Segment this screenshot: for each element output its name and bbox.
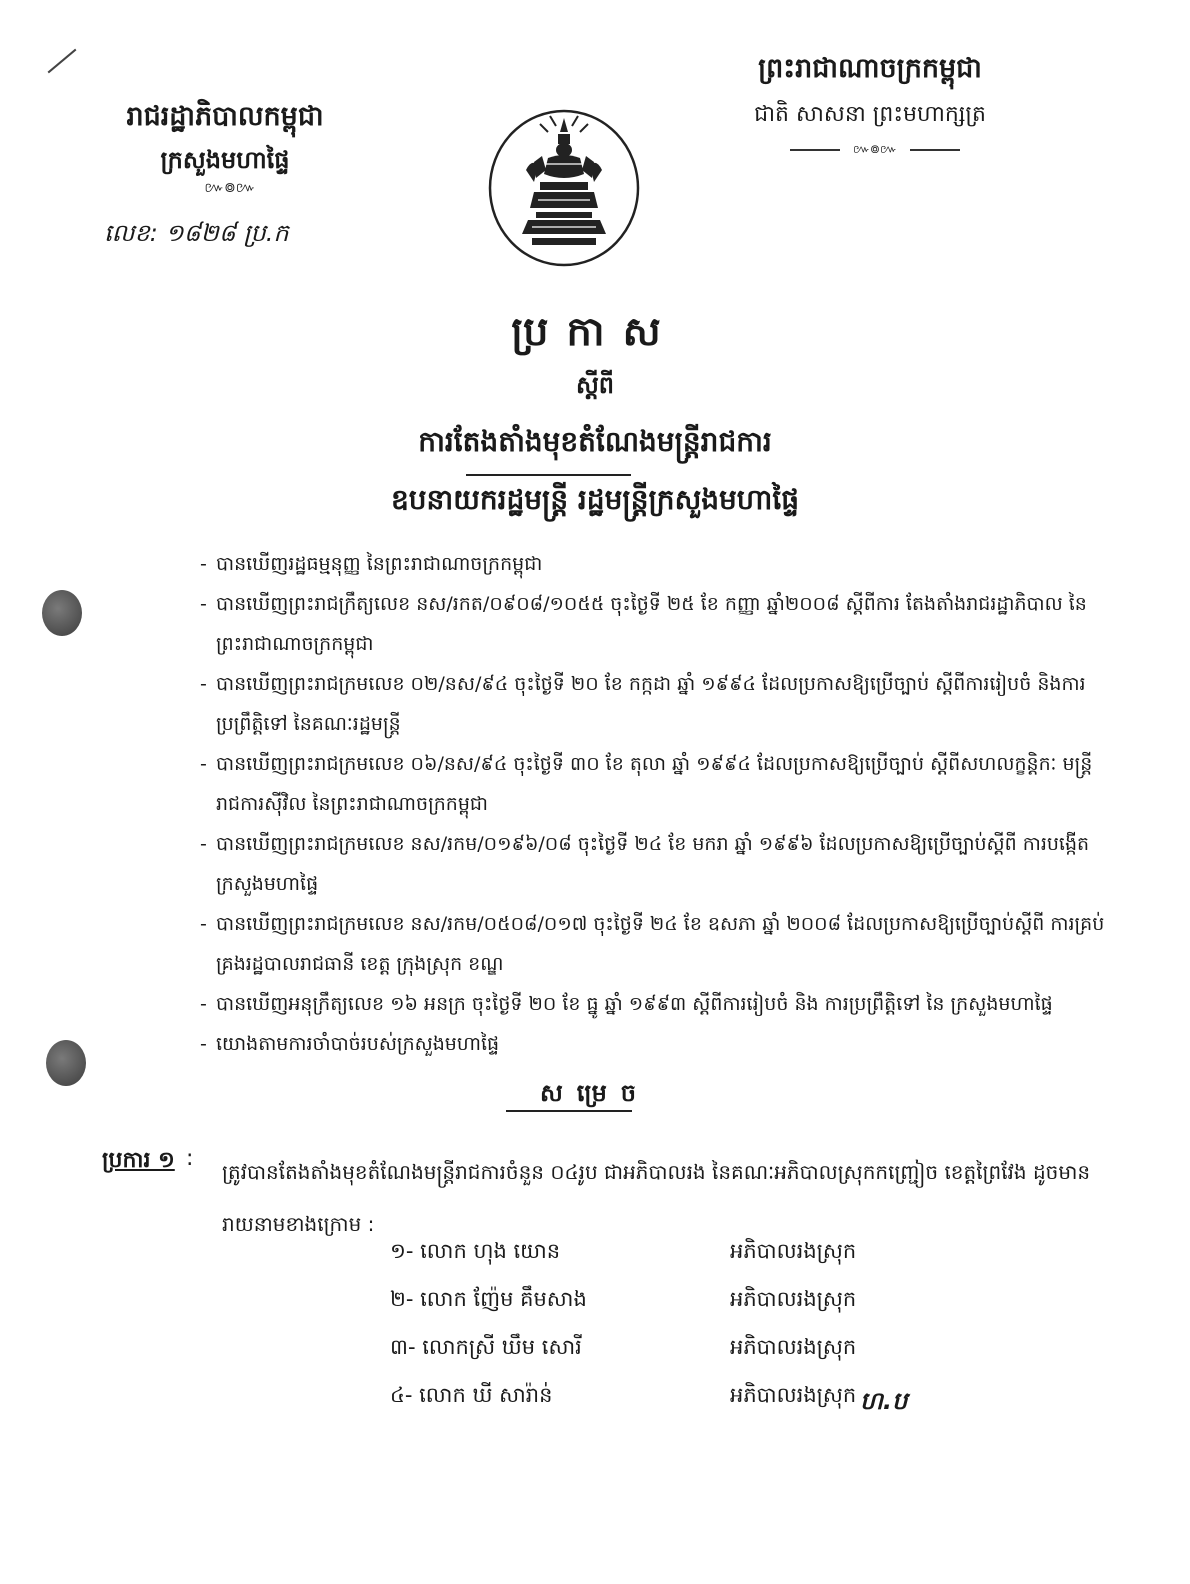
appointee-row bbox=[390, 1238, 950, 1286]
appointee-row bbox=[390, 1286, 950, 1334]
preamble-item: - បានឃើញព្រះរាជក្រមលេខ នស/រកម/០១៩៦/០៨ ចុះថ្ងៃទី ២៤ ខែ មករា ឆ្នាំ ១៩៩៦ ដែលប្រកាសឱ្យប្រើច្បាប់ស្តីពី ការបង្កើតក្រសួងមហាផ្ទៃ bbox=[200, 824, 1110, 904]
appointee-name: ៣- លោកស្រី ឃឹម សោរី bbox=[390, 1335, 582, 1359]
subject-rule bbox=[466, 474, 631, 476]
appointee-position: អភិបាលរងស្រុក bbox=[730, 1383, 857, 1407]
article-label: ប្រការ ១ bbox=[102, 1148, 175, 1173]
appointee-name: ២- លោក ញ៉ែម គឹមសាង bbox=[390, 1287, 587, 1311]
appointee-row bbox=[390, 1334, 950, 1382]
document-subject-line1: ការតែងតាំងមុខតំណែងមន្ត្រីរាជការ bbox=[418, 425, 772, 458]
preamble-list bbox=[200, 544, 1110, 1064]
preamble-item: - បានឃើញព្រះរាជក្រមលេខ នស/រកម/០៥០៨/០១៧ ចុះថ្ងៃទី ២៤ ខែ ឧសភា ឆ្នាំ ២០០៨ ដែលប្រកាសឱ្យប្រើច្បាប់ស្តីពី ការគ្រប់គ្រងរដ្ឋបាលរាជធានី ខេត្ត ក្រុងស្រុក ខណ្ឌ bbox=[200, 904, 1110, 984]
document-title: ប្រកាស bbox=[511, 309, 679, 355]
article-text: ត្រូវបានតែងតាំងមុខតំណែងមន្ត្រីរាជការចំនួន ០៤រូប ជាអភិបាលរង នៃគណៈអភិបាលស្រុកកញ្ជ្រៀច ខេត្តព្រៃវែង ដូចមានរាយនាមខាងក្រោម : bbox=[222, 1160, 1091, 1236]
preamble-item: - យោងតាមការចាំបាច់របស់ក្រសួងមហាផ្ទៃ bbox=[200, 1024, 1110, 1064]
royal-emblem-icon bbox=[486, 108, 642, 268]
punch-hole-top bbox=[42, 590, 82, 636]
kingdom-name: ព្រះរាជាណាចក្រកម្ពុជា bbox=[758, 53, 982, 84]
preamble-item: - បានឃើញអនុក្រឹត្យលេខ ១៦ អនក្រ ចុះថ្ងៃទី ២០ ខែ ធ្នូ ឆ្នាំ ១៩៩៣ ស្តីពីការរៀបចំ និង ការប្រព្រឹត្តិទៅ នៃ ក្រសួងមហាផ្ទៃ bbox=[200, 984, 1110, 1024]
document-about: ស្តីពី bbox=[575, 371, 615, 399]
preamble-item: - បានឃើញរដ្ឋធម្មនុញ្ញ នៃព្រះរាជាណាចក្រកម្ពុជា bbox=[200, 544, 1110, 584]
reference-number: លេខ: ១៨២៨ ប្រ.ក bbox=[104, 219, 289, 247]
government-name: រាជរដ្ឋាភិបាលកម្ពុជា bbox=[126, 101, 324, 132]
decision-heading: សម្រេច bbox=[539, 1079, 651, 1107]
appointee-position: អភិបាលរងស្រុក bbox=[730, 1287, 857, 1311]
decision-rule bbox=[506, 1110, 632, 1112]
preamble-item: - បានឃើញព្រះរាជក្រមលេខ ០២/នស/៩៤ ចុះថ្ងៃទី ២០ ខែ កក្កដា ឆ្នាំ ១៩៩៤ ដែលប្រកាសឱ្យប្រើច្បាប់ ស្តីពីការរៀបចំ និងការប្រព្រឹត្តិទៅ នៃគណៈរដ្ឋមន្ត្រី bbox=[200, 664, 1110, 744]
ornament-left: ៚៙៚ bbox=[204, 180, 256, 196]
ornament-right: ៚៙៚ bbox=[840, 141, 910, 159]
appointee-position: អភិបាលរងស្រុក bbox=[730, 1239, 857, 1263]
margin-initials: ហ.ប bbox=[860, 1387, 908, 1415]
national-motto: ជាតិ សាសនា ព្រះមហាក្សត្រ bbox=[754, 102, 986, 127]
preamble-item: - បានឃើញព្រះរាជក្រឹត្យលេខ នស/រកត/០៩០៨/១០៥៥ ចុះថ្ងៃទី ២៥ ខែ កញ្ញា ឆ្នាំ២០០៨ ស្តីពីការ តែងតាំងរាជរដ្ឋាភិបាល នៃព្រះរាជាណាចក្រកម្ពុជា bbox=[200, 584, 1110, 664]
document-subject-line2: ឧបនាយករដ្ឋមន្ត្រី រដ្ឋមន្ត្រីក្រសួងមហាផ្ទៃ bbox=[390, 483, 799, 516]
pen-mark bbox=[48, 49, 77, 74]
preamble-item: - បានឃើញព្រះរាជក្រមលេខ ០៦/នស/៩៤ ចុះថ្ងៃទី ៣០ ខែ តុលា ឆ្នាំ ១៩៩៤ ដែលប្រកាសឱ្យប្រើច្បាប់ ស្តីពីសហលក្ខន្តិកៈ មន្ត្រី រាជការស៊ីវិល នៃព្រះរាជាណាចក្រកម្ពុជា bbox=[200, 744, 1110, 824]
appointee-name: ១- លោក ហុង យោន bbox=[390, 1239, 561, 1263]
appointee-name: ៤- លោក ឃី សារ៉ាន់ bbox=[390, 1383, 553, 1407]
article-colon: : bbox=[186, 1146, 194, 1171]
ministry-name: ក្រសួងមហាផ្ទៃ bbox=[160, 146, 290, 174]
appointee-position: អភិបាលរងស្រុក bbox=[730, 1335, 857, 1359]
